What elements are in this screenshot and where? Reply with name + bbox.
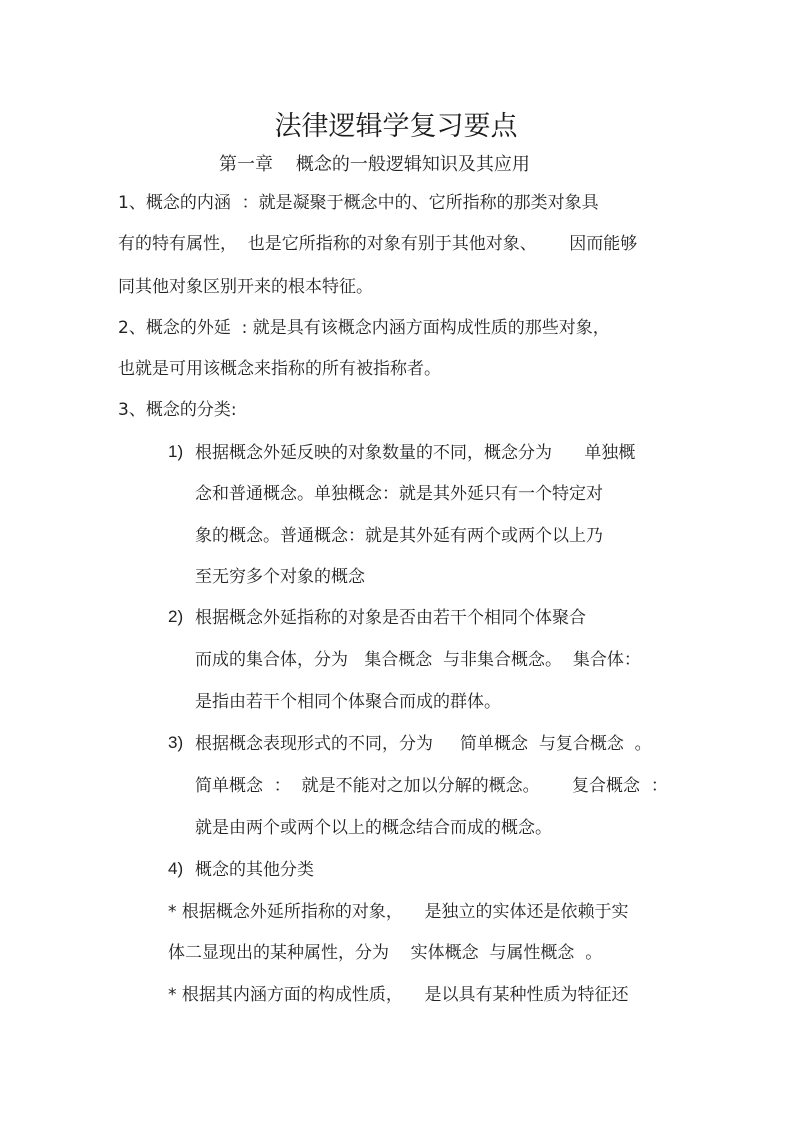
- paragraph-line: 同其他对象区别开来的根本特征。: [118, 277, 373, 297]
- list-item-line: 至无穷多个对象的概念: [195, 567, 365, 587]
- paragraph-line: 也就是可用该概念来指称的所有被指称者。: [118, 359, 441, 379]
- bullet-line: 体二显现出的某种属性，分为 实体概念 与属性概念 。: [168, 943, 603, 963]
- document-title: 法律逻辑学复习要点: [274, 111, 518, 142]
- list-number: 4): [168, 859, 184, 878]
- list-number: 2): [168, 607, 184, 626]
- list-item-line: 概念的其他分类: [195, 860, 314, 880]
- list-item-line: 根据概念表现形式的不同，分为 简单概念 与复合概念 。: [195, 734, 652, 754]
- list-item-line: 简单概念 ： 就是不能对之加以分解的概念。 复合概念 ：: [195, 776, 668, 796]
- list-item-line: 象的概念。普通概念：就是其外延有两个或两个以上乃: [195, 526, 603, 546]
- list-item-line: 就是由两个或两个以上的概念结合而成的概念。: [195, 818, 552, 838]
- list-item-line: 是指由若干个相同个体聚合而成的群体。: [195, 692, 501, 712]
- bullet-line: * 根据其内涵方面的构成性质， 是以具有某种性质为特征还: [168, 985, 629, 1005]
- list-number: 3): [168, 733, 184, 752]
- list-item-line: 念和普通概念。单独概念：就是其外延只有一个特定对: [195, 484, 603, 504]
- list-item-line: 根据概念外延反映的对象数量的不同，概念分为 单独概: [195, 443, 636, 463]
- paragraph-line: 2、概念的外延 : 就是具有该概念内涵方面构成性质的那些对象，: [118, 318, 610, 338]
- bullet-line: * 根据概念外延所指称的对象， 是独立的实体还是依赖于实: [168, 902, 629, 922]
- paragraph-line: 1、概念的内涵 ：就是凝聚于概念中的、它所指称的那类对象具: [118, 193, 599, 213]
- chapter-heading: 第一章 概念的一般逻辑知识及其应用: [219, 154, 530, 175]
- list-item-line: 根据概念外延指称的对象是否由若干个相同个体聚合: [195, 608, 586, 628]
- list-number: 1): [168, 442, 184, 461]
- list-item-line: 而成的集合体，分为 集合概念 与非集合概念。 集合体：: [195, 650, 641, 670]
- paragraph-line: 有的特有属性， 也是它所指称的对象有别于其他对象、 因而能够: [118, 234, 638, 254]
- paragraph-line: 3、概念的分类:: [118, 400, 237, 420]
